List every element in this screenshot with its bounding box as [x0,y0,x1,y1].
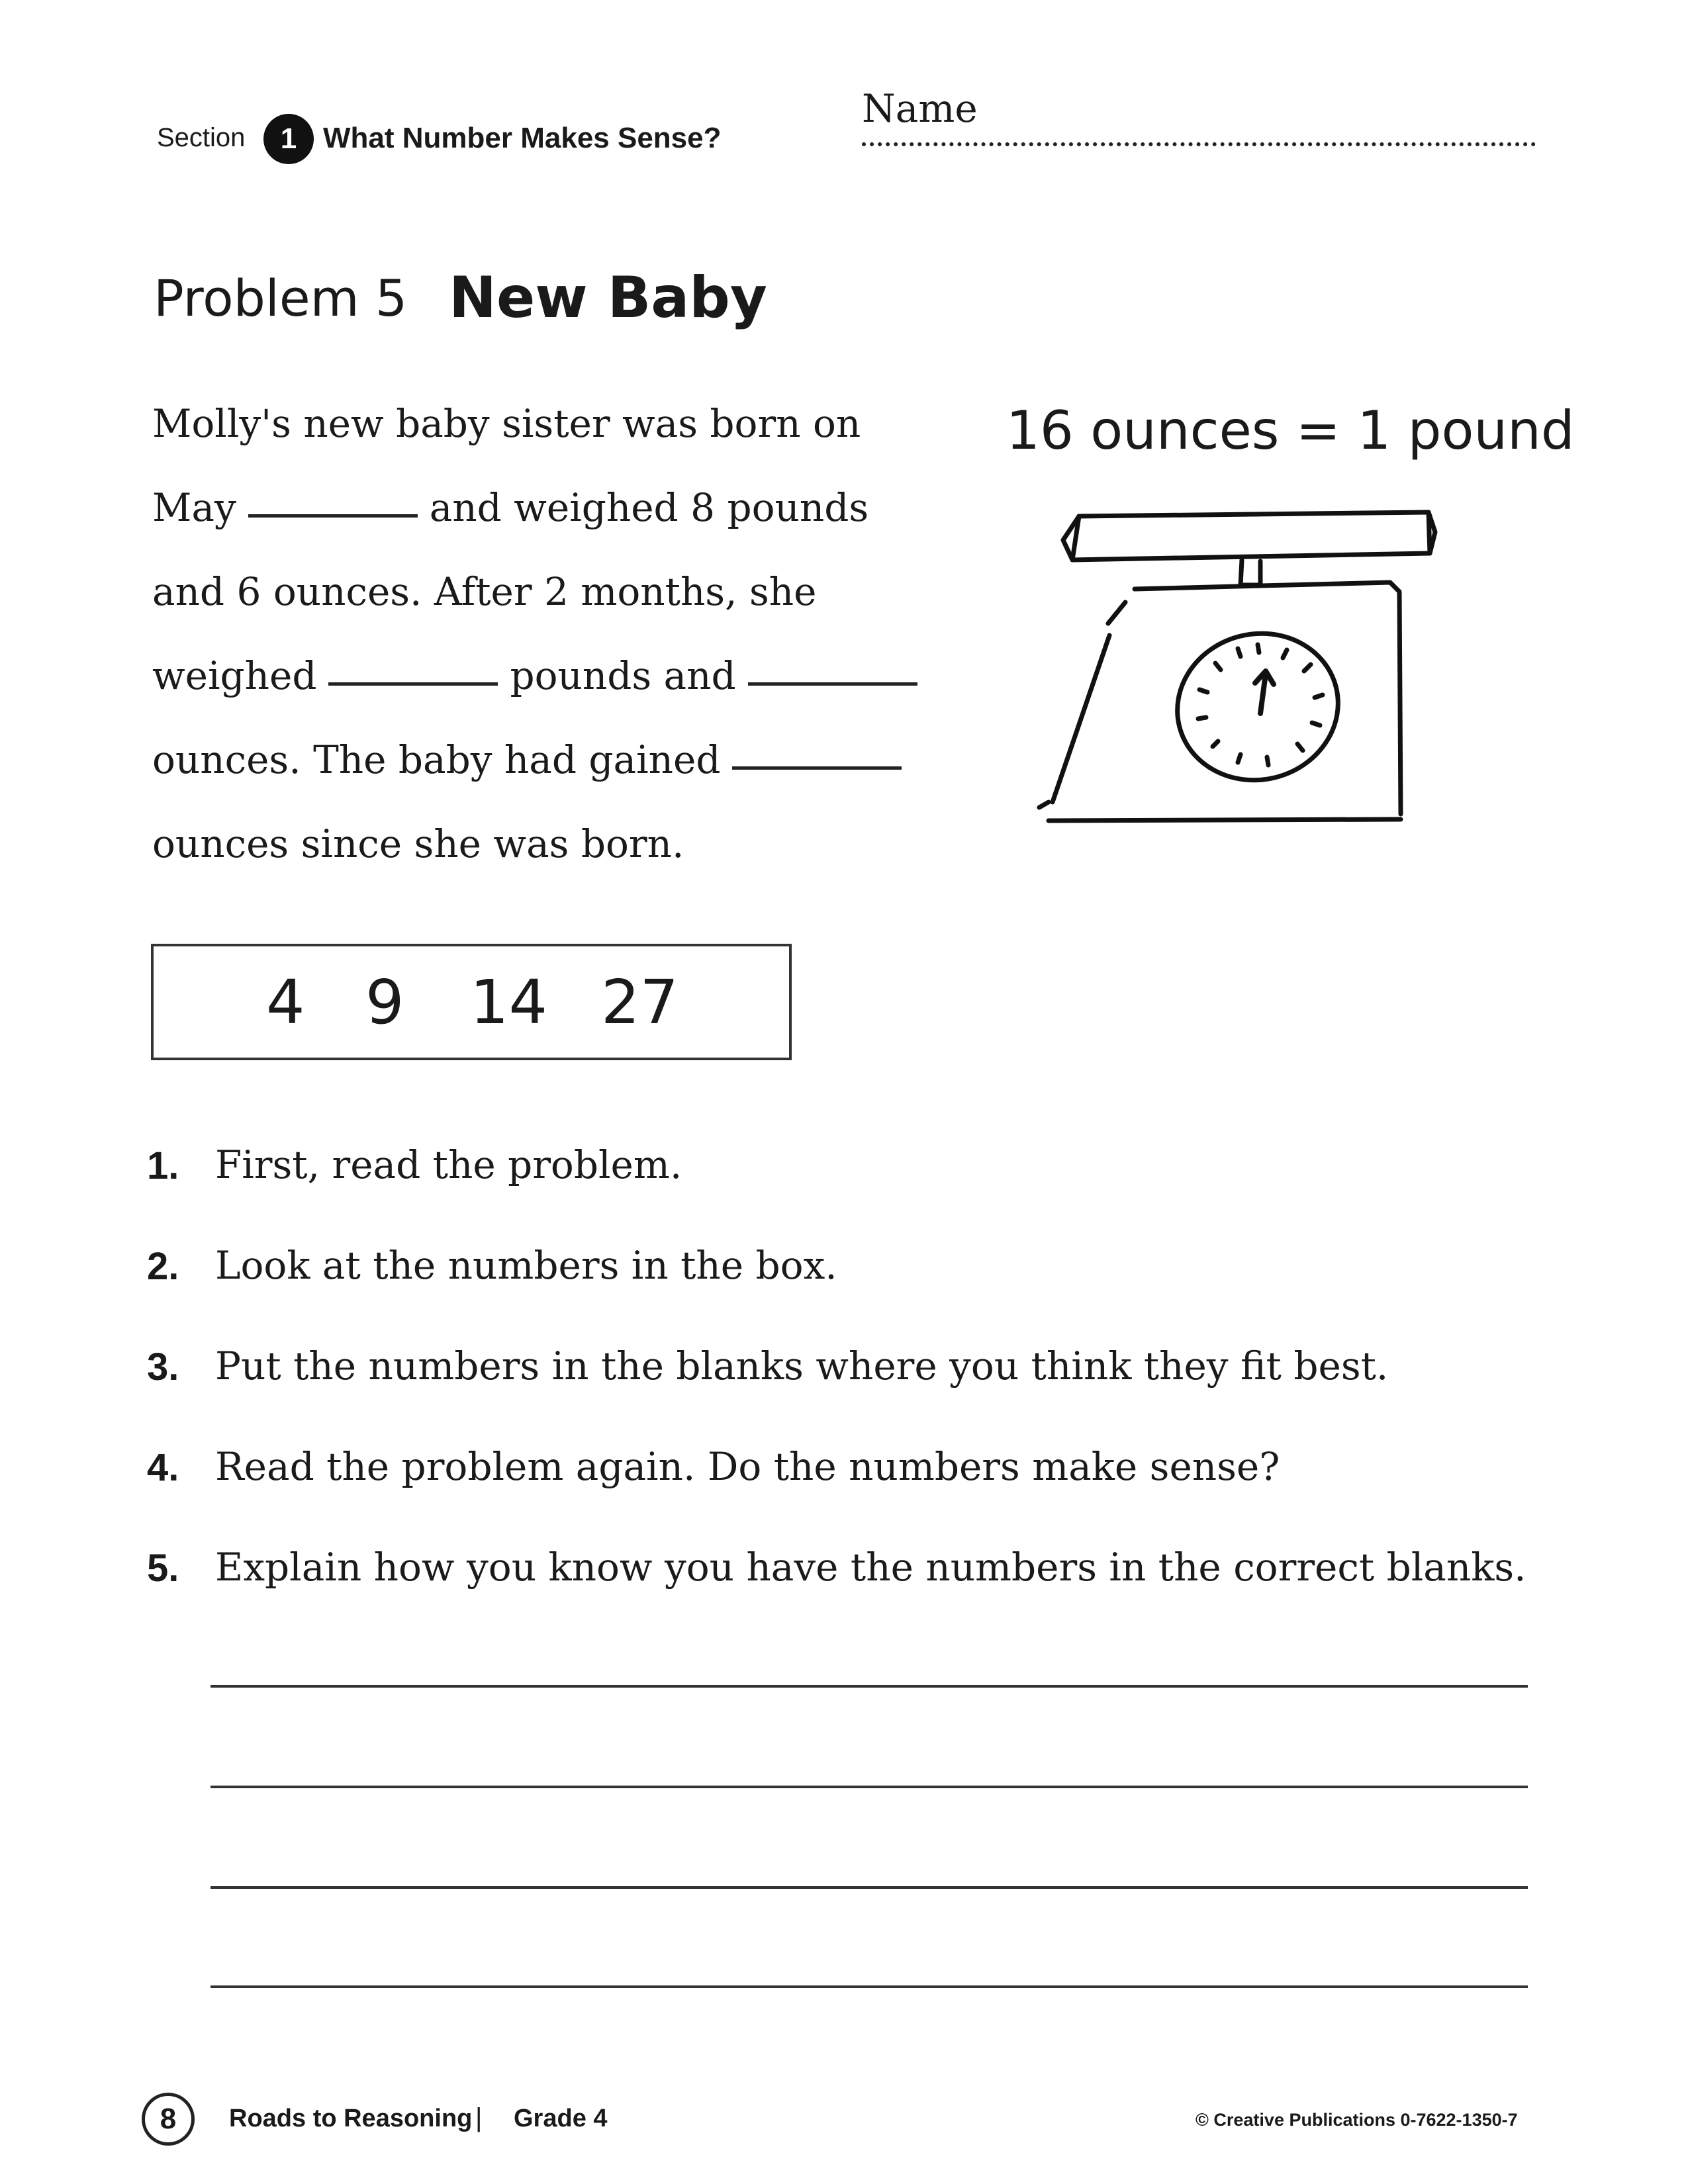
number-choice[interactable]: 4 [266,966,305,1038]
problem-number: Problem 5 [154,269,408,328]
blank-pounds[interactable] [328,682,498,686]
step-text: Look at the numbers in the box. [215,1243,837,1288]
blank-gained[interactable] [732,766,902,770]
step-text: First, read the problem. [215,1142,682,1187]
name-write-line[interactable] [862,142,1536,146]
name-label: Name [862,86,978,131]
section-number-badge: 1 [263,114,314,164]
story-line-4 [152,653,929,698]
step-text: Put the numbers in the blanks where you think they fit best. [215,1343,1389,1388]
number-choice[interactable]: 14 [470,966,548,1038]
story-line-1: Molly's new baby sister was born on [152,401,861,446]
story-text: May [152,485,236,530]
story-line-5 [152,737,914,782]
grade-label: Grade 4 [514,2105,608,2132]
step-text: Read the problem again. Do the numbers make sense? [215,1444,1280,1489]
number-choice[interactable]: 9 [365,966,404,1038]
section-title: What Number Makes Sense? [323,122,722,154]
answer-line[interactable] [211,1985,1528,1988]
step-text: Explain how you know you have the numbers in the correct blanks. [215,1545,1526,1590]
story-text: pounds and [510,653,736,698]
footer-separator: | [475,2103,483,2132]
answer-line[interactable] [211,1685,1528,1688]
problem-title: New Baby [449,265,767,331]
page-number: 8 [142,2093,195,2146]
step-number: 3. [147,1345,179,1388]
number-choice[interactable]: 27 [601,966,679,1038]
section-label: Section [157,123,246,152]
step-number: 5. [147,1547,179,1590]
answer-line[interactable] [211,1786,1528,1788]
answer-line[interactable] [211,1886,1528,1889]
blank-may-day[interactable] [248,514,418,518]
story-line-6: ounces since she was born. [152,821,684,866]
step-number: 2. [147,1245,179,1288]
number-choices-box [151,944,792,1060]
copyright-notice: © Creative Publications 0-7622-1350-7 [1196,2110,1518,2130]
book-title: Roads to Reasoning [229,2105,473,2132]
story-line-3: and 6 ounces. After 2 months, she [152,569,817,614]
blank-ounces[interactable] [748,682,917,686]
story-text: and weighed 8 pounds [429,485,869,530]
baby-scale-icon [1019,503,1443,834]
step-number: 4. [147,1446,179,1489]
story-text: ounces. The baby had gained [152,737,721,782]
story-line-2 [152,485,868,530]
step-number: 1. [147,1144,179,1187]
story-text: weighed [152,653,317,698]
conversion-fact: 16 ounces = 1 pound [1006,400,1575,461]
